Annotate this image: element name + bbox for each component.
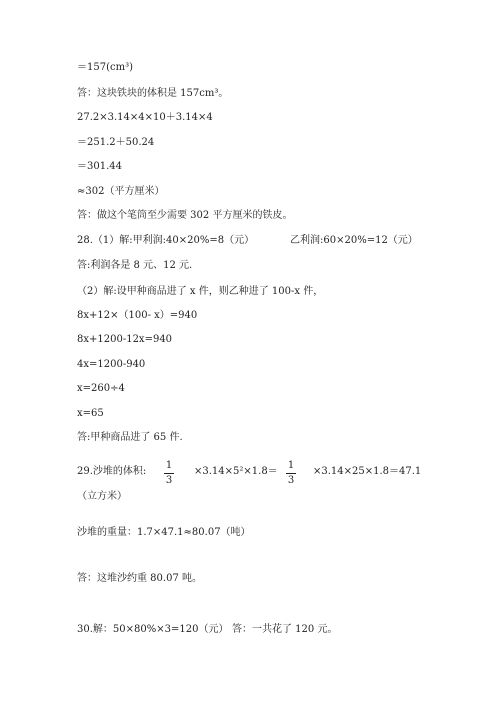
problem-30-answer: 答：一共花了 120 元。 <box>232 624 338 635</box>
text-line: x=260÷4 <box>77 383 125 394</box>
text-line: 沙堆的重量：1.7×47.1≈80.07（吨） <box>77 527 251 538</box>
formula-segment: ×3.14×25×1.8＝47.1 <box>313 466 422 477</box>
answer-line: 答:利润各是 8 元、12 元. <box>77 260 193 271</box>
text-line: ＝157(cm³) <box>77 62 133 73</box>
fraction-numerator: 1 <box>287 460 295 471</box>
fraction-bar <box>286 473 296 474</box>
answer-line: 答：做这个笔筒至少需要 302 平方厘米的铁皮。 <box>77 210 293 221</box>
fraction-one-third <box>286 460 296 487</box>
answer-line: 答：这堆沙约重 80.07 吨。 <box>77 573 202 584</box>
fraction-denominator: 3 <box>165 475 173 486</box>
text-line: （2）解:设甲种商品进了 x 件，则乙种进了 100-x 件， <box>77 286 324 297</box>
problem-27-line: 27.2×3.14×4×10＋3.14×4 <box>77 112 213 123</box>
formula-segment: ×3.14×5²×1.8＝ <box>194 466 278 477</box>
problem-30-line: 30.解：50×80%×3=120（元） <box>77 624 229 635</box>
answer-line: 答：这块铁块的体积是 157cm³。 <box>77 88 229 99</box>
text-line: ＝251.2＋50.24 <box>77 137 155 148</box>
problem-28-line: 28.（1）解:甲利润:40×20%=8（元） <box>77 235 255 246</box>
fraction-bar <box>164 473 174 474</box>
problem-29-line: 29.沙堆的体积: <box>77 466 147 477</box>
text-line: ≈302（平方厘米） <box>77 186 165 197</box>
fraction-denominator: 3 <box>287 475 295 486</box>
text-line: ＝301.44 <box>77 161 122 172</box>
problem-28-profit-b: 乙利润:60×20%=12（元） <box>290 235 418 246</box>
text-line: 4x=1200-940 <box>77 359 146 370</box>
fraction-numerator: 1 <box>165 460 173 471</box>
text-line: x=65 <box>77 408 104 419</box>
text-line: 8x+1200-12x=940 <box>77 334 173 345</box>
fraction-one-third <box>164 460 174 487</box>
answer-line: 答:甲种商品进了 65 件. <box>77 432 183 443</box>
unit-line: （立方米） <box>77 491 127 502</box>
text-line: 8x+12×（100- x）=940 <box>77 310 198 321</box>
